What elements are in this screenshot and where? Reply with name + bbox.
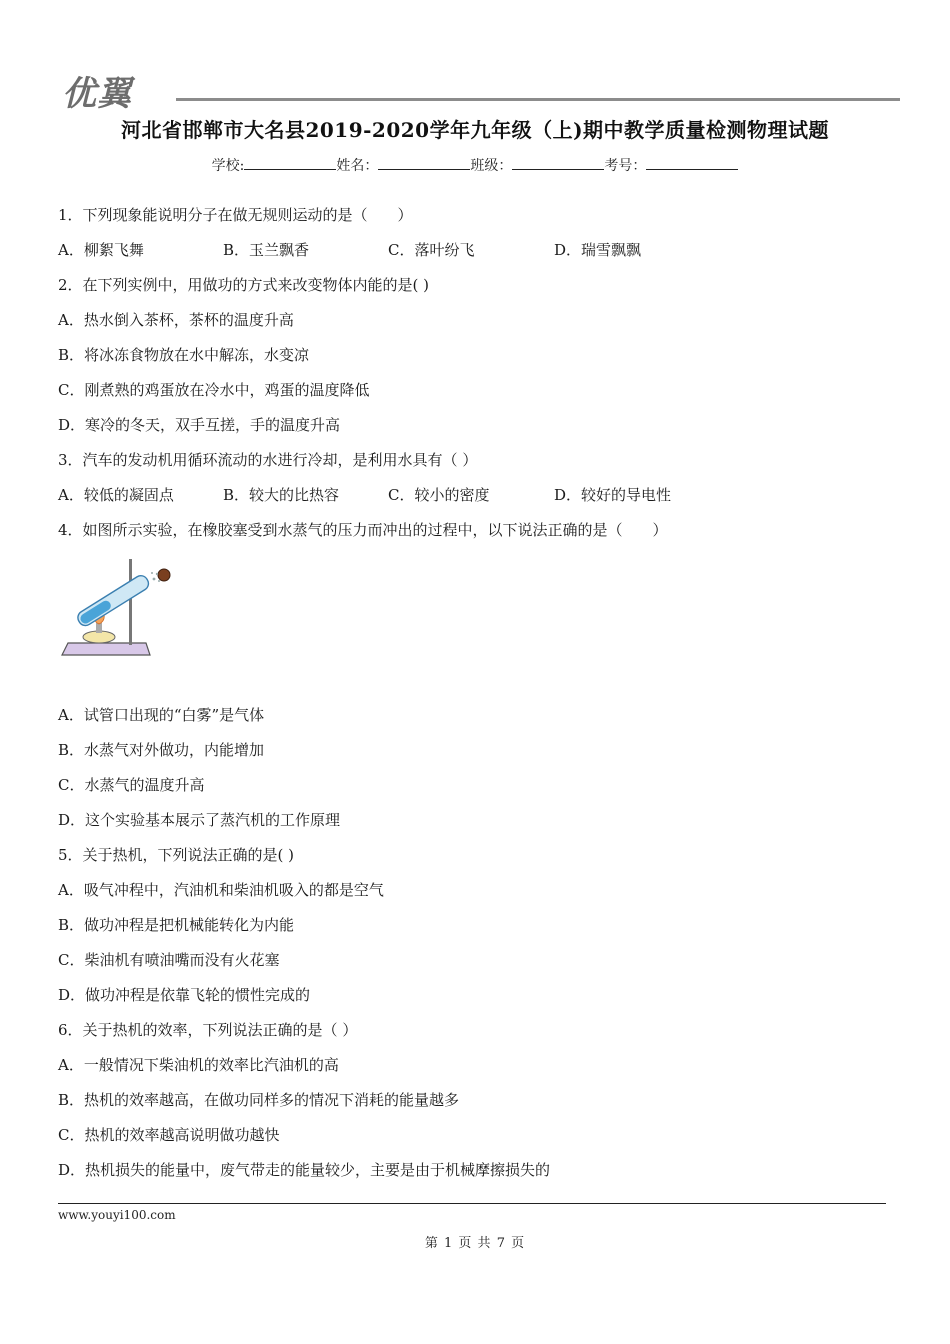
question-stem: 6．关于热机的效率，下列说法正确的是（ ） xyxy=(58,1021,358,1039)
steam-dot xyxy=(151,572,153,574)
option-d[interactable]: D．瑞雪飘飘 xyxy=(554,241,642,259)
option-c[interactable]: C．热机的效率越高说明做功越快 xyxy=(58,1126,280,1144)
test-tube xyxy=(75,573,151,628)
question-stem: 2．在下列实例中，用做功的方式来改变物体内能的是( ) xyxy=(58,276,430,294)
question-stem: 3．汽车的发动机用循环流动的水进行冷却，是利用水具有（ ） xyxy=(58,451,478,469)
option-a[interactable]: A．一般情况下柴油机的效率比汽油机的高 xyxy=(58,1056,339,1074)
option-a[interactable]: A．试管口出现的“白雾”是气体 xyxy=(58,706,265,724)
option-a[interactable]: A．热水倒入茶杯，茶杯的温度升高 xyxy=(58,311,294,329)
option-b[interactable]: B．做功冲程是把机械能转化为内能 xyxy=(58,916,295,934)
option-a[interactable]: A．柳絮飞舞 xyxy=(58,241,144,259)
option-b[interactable]: B．热机的效率越高，在做功同样多的情况下消耗的能量越多 xyxy=(58,1091,460,1109)
option-c[interactable]: C．较小的密度 xyxy=(388,486,490,504)
footer-rule xyxy=(58,1203,886,1204)
option-d[interactable]: D．寒冷的冬天，双手互搓，手的温度升高 xyxy=(58,416,341,434)
student-info-line xyxy=(0,155,950,175)
footer-site-link[interactable]: www.youyi100.com xyxy=(58,1208,176,1222)
name-label: 姓名： xyxy=(336,158,379,174)
option-a[interactable]: A．较低的凝固点 xyxy=(58,486,174,504)
option-d[interactable]: D．热机损失的能量中，废气带走的能量较少，主要是由于机械摩擦损失的 xyxy=(58,1161,551,1179)
experiment-figure xyxy=(58,551,888,701)
name-field[interactable] xyxy=(378,155,470,170)
steam-dot xyxy=(158,580,160,582)
question-list xyxy=(58,201,888,1191)
exam-no-field[interactable] xyxy=(646,155,738,170)
school-field[interactable] xyxy=(244,155,336,170)
page-title: 河北省邯郸市大名县2019-2020学年九年级（上)期中教学质量检测物理试题 xyxy=(120,118,830,142)
question-stem: 1．下列现象能说明分子在做无规则运动的是（ ） xyxy=(58,206,413,224)
steam-dot xyxy=(153,578,156,581)
option-d[interactable]: D．较好的导电性 xyxy=(554,486,672,504)
option-c[interactable]: C．水蒸气的温度升高 xyxy=(58,776,205,794)
option-d[interactable]: D．这个实验基本展示了蒸汽机的工作原理 xyxy=(58,811,341,829)
class-field[interactable] xyxy=(512,155,604,170)
rubber-stopper xyxy=(158,569,170,581)
question-stem: 5．关于热机，下列说法正确的是( ) xyxy=(58,846,295,864)
school-label: 学校: xyxy=(211,158,245,174)
stand-rod xyxy=(129,559,132,645)
brand-logo: 优翼 xyxy=(62,74,132,114)
option-b[interactable]: B．较大的比热容 xyxy=(223,486,340,504)
option-row xyxy=(58,236,888,271)
header xyxy=(58,62,900,114)
class-label: 班级： xyxy=(470,158,513,174)
header-rule xyxy=(176,98,900,101)
option-c[interactable]: C．刚煮熟的鸡蛋放在冷水中，鸡蛋的温度降低 xyxy=(58,381,370,399)
page-number: 第 1 页 共 7 页 xyxy=(424,1236,526,1251)
stand-base xyxy=(62,643,150,655)
option-c[interactable]: C．落叶纷飞 xyxy=(388,241,475,259)
exam-no-label: 考号： xyxy=(604,158,647,174)
test-tube-heating-illustration xyxy=(58,557,183,667)
steam-dot xyxy=(156,573,158,575)
option-c[interactable]: C．柴油机有喷油嘴而没有火花塞 xyxy=(58,951,280,969)
option-b[interactable]: B．将冰冻食物放在水中解冻，水变凉 xyxy=(58,346,310,364)
question-stem: 4．如图所示实验，在橡胶塞受到水蒸气的压力而冲出的过程中，以下说法正确的是（ ） xyxy=(58,521,668,539)
option-row xyxy=(58,481,888,516)
option-b[interactable]: B．玉兰飘香 xyxy=(223,241,310,259)
option-d[interactable]: D．做功冲程是依靠飞轮的惯性完成的 xyxy=(58,986,311,1004)
option-a[interactable]: A．吸气冲程中，汽油机和柴油机吸入的都是空气 xyxy=(58,881,384,899)
option-b[interactable]: B．水蒸气对外做功，内能增加 xyxy=(58,741,265,759)
lamp-wick xyxy=(96,623,102,633)
